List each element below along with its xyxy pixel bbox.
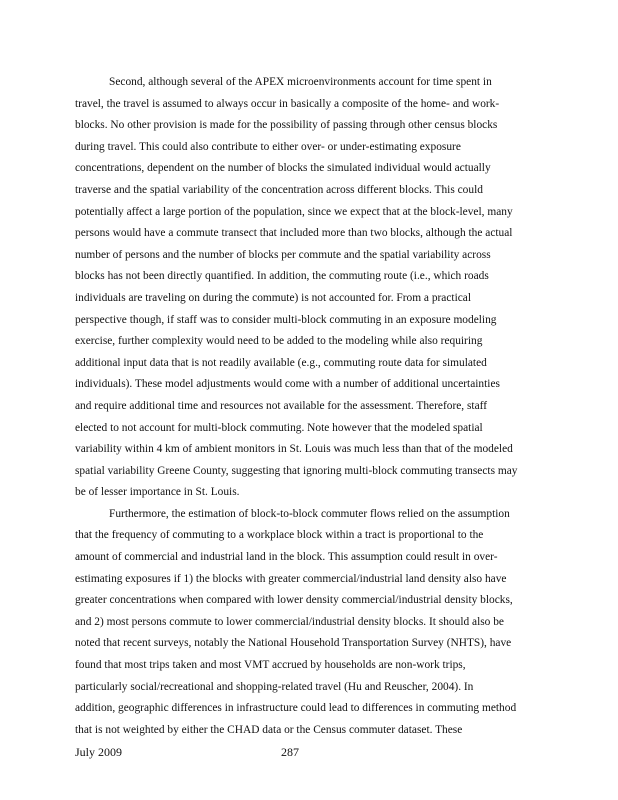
text-line: be of lesser importance in St. Louis. [75, 486, 240, 499]
text-line: that is not weighted by either the CHAD data or the Census commuter dataset. These [75, 723, 463, 736]
text-line: found that most trips taken and most VMT accrued by households are non-work trips, [75, 659, 466, 672]
text-line: exercise, further complexity would need to be added to the modeling while also requiring [75, 335, 483, 348]
text-line: concentrations, dependent on the number of blocks the simulated individual would actually [75, 162, 491, 175]
paragraph-1 [75, 72, 610, 504]
text-line: addition, geographic differences in infrastructure could lead to differences in commuting method [75, 702, 517, 715]
paragraph-2 [75, 504, 610, 742]
text-line: and require additional time and resources not available for the assessment. Therefore, staff [75, 399, 488, 412]
text-line: particularly social/recreational and shopping-related travel (Hu and Reuscher, 2004). In [75, 680, 474, 693]
text-line: that the frequency of commuting to a workplace block within a tract is proportional to the [75, 529, 484, 542]
text-line: spatial variability Greene County, suggesting that ignoring multi-block commuting transects may [75, 464, 518, 477]
text-line: travel, the travel is assumed to always occur in basically a composite of the home- and work- [75, 97, 500, 110]
text-line: elected to not account for multi-block commuting. Note however that the modeled spatial [75, 421, 483, 434]
footer-date: July 2009 [75, 745, 123, 759]
text-line: Furthermore, the estimation of block-to-block commuter flows relied on the assumption [109, 507, 510, 520]
text-line: individuals). These model adjustments would come with a number of additional uncertainties [75, 378, 500, 391]
text-line: traverse and the spatial variability of the concentration across different blocks. This could [75, 183, 483, 196]
text-line: potentially affect a large portion of the population, since we expect that at the block-level, many [75, 205, 513, 218]
page-number: 287 [281, 745, 299, 759]
text-line: blocks. No other provision is made for the possibility of passing through other census blocks [75, 119, 498, 132]
text-line: number of persons and the number of blocks per commute and the spatial variability across [75, 248, 491, 261]
text-line: perspective though, if staff was to consider multi-block commuting in an exposure modeling [75, 313, 497, 326]
text-line: during travel. This could also contribute to either over- or under-estimating exposure [75, 140, 461, 153]
text-line: amount of commercial and industrial land in the block. This assumption could result in over- [75, 551, 498, 564]
text-line: variability within 4 km of ambient monitors in St. Louis was much less than that of the modeled [75, 443, 513, 456]
text-line: additional input data that is not readily available (e.g., commuting route data for simulated [75, 356, 487, 369]
text-line: greater concentrations when compared with lower density commercial/industrial density blocks, [75, 594, 513, 607]
text-line: noted that recent surveys, notably the National Household Transportation Survey (NHTS), have [75, 637, 512, 650]
body-text [75, 72, 610, 741]
text-line: and 2) most persons commute to lower commercial/industrial density blocks. It should also be [75, 615, 504, 628]
text-line: blocks has not been directly quantified. In addition, the commuting route (i.e., which roads [75, 270, 489, 283]
text-line: estimating exposures if 1) the blocks with greater commercial/industrial land density also have [75, 572, 507, 585]
text-line: individuals are traveling on during the commute) is not accounted for. From a practical [75, 291, 472, 304]
text-line: persons would have a commute transect that included more than two blocks, although the actual [75, 227, 513, 240]
text-line: Second, although several of the APEX microenvironments account for time spent in [109, 76, 492, 88]
